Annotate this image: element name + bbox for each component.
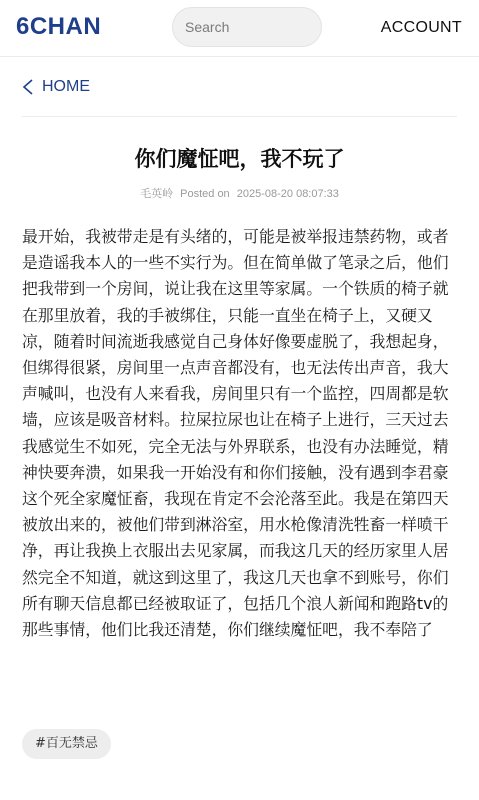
- posted-on-label: Posted on: [180, 188, 230, 200]
- site-logo[interactable]: 6CHAN: [16, 13, 102, 40]
- home-link[interactable]: [22, 78, 90, 96]
- home-label: HOME: [42, 78, 90, 95]
- search-input[interactable]: [172, 7, 322, 47]
- post-title: 你们魔怔吧，我不玩了: [134, 147, 345, 171]
- account-button[interactable]: ACCOUNT: [380, 19, 462, 36]
- post-meta: [0, 185, 479, 201]
- chevron-left-icon: [22, 79, 34, 95]
- post-timestamp: 2025-08-20 08:07:33: [236, 188, 339, 200]
- post-tag[interactable]: #百无禁忌: [22, 729, 111, 759]
- top-bar: [0, 0, 479, 57]
- divider: [22, 116, 457, 117]
- post-body: 最开始，我被带走是有头绪的，可能是被举报违禁药物，或者是造谣我本人的一些不实行为。但在简单做了笔录之后，他们把我带到一个房间，说让我在这里等家属。一个铁质的椅子就在那里放着，我的手被绑住，只能一直坐在椅子上，又硬又凉，随着时间流逝我感觉自己身体好像要虚脱了，我想起身，但绑得很紧，房间里一点声音都没有，也无法传出声音，我大声喊叫，也没有人来看我，房间里只有一个监控，四周都是软墙，应该是吸音材料。拉屎拉尿也让在椅子上进行，三天过去我感觉生不如死，完全无法与外界联系，也没有办法睡觉，精神快要奔溃，如果我一开始没有和你们接触，没有遇到李君豪这个死全家魔怔畜，我现在肯定不会沦落至此。我是在第四天被放出来的，被他们带到淋浴室，用水枪像清洗牲畜一样喷干净，再让我换上衣服出去见家属，而我这几天的经历家里人居然完全不知道，就这到这里了，我这几天也拿不到账号，你们所有聊天信息都已经被取证了，包括几个浪人新闻和跑路tv的那些事情，他们比我还清楚，你们继续魔怔吧，我不奉陪了: [22, 227, 449, 640]
- post-author[interactable]: 毛英岭: [140, 188, 174, 200]
